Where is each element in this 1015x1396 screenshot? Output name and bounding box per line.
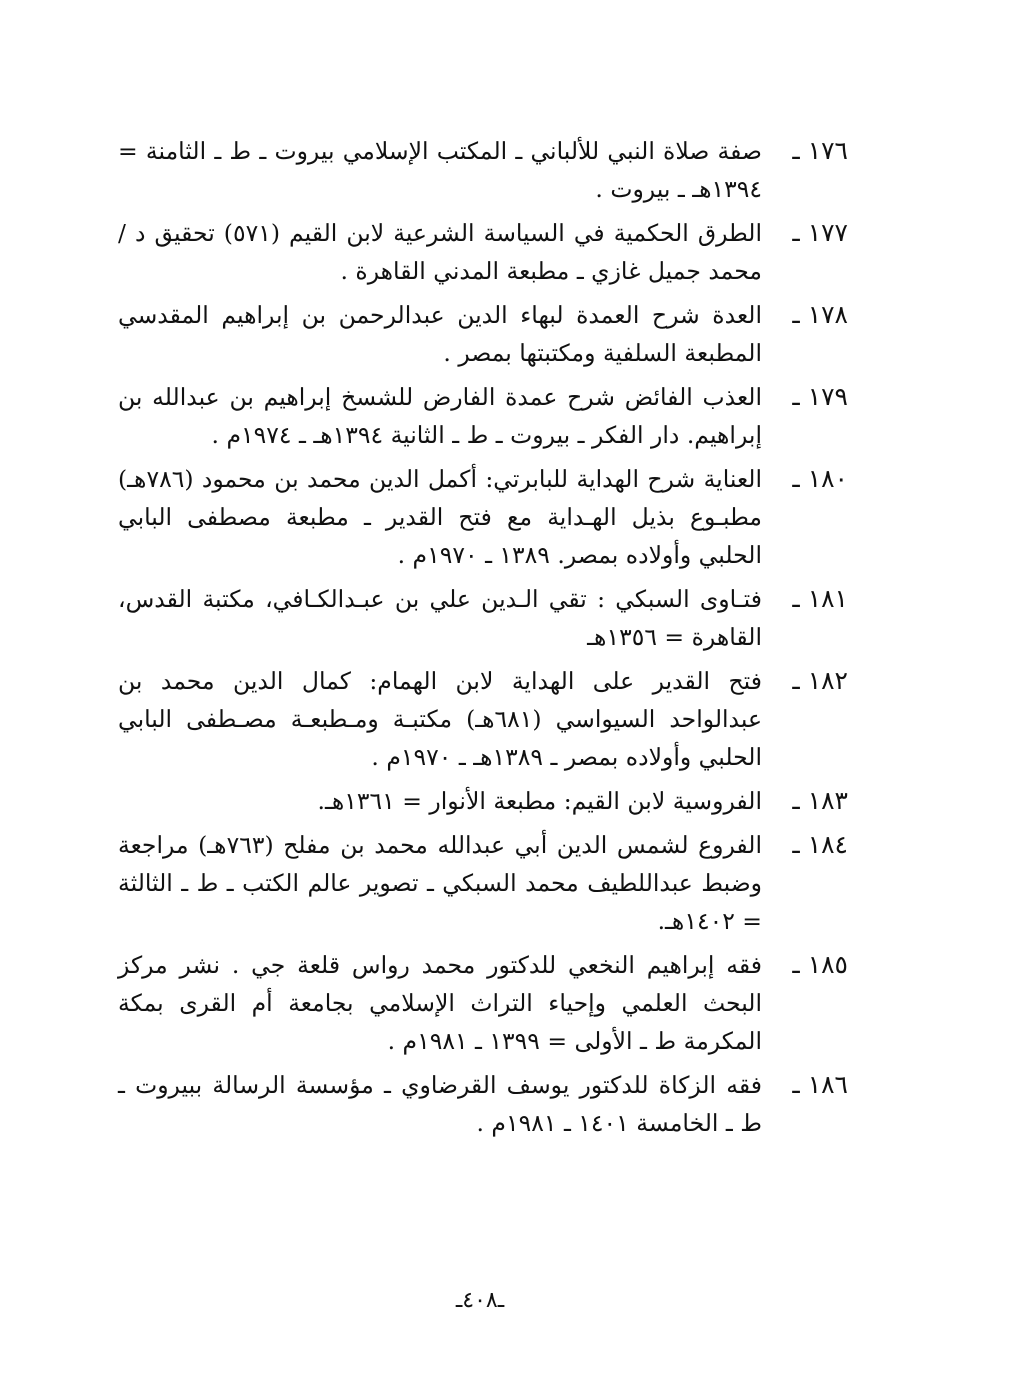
bibliography-list <box>118 132 848 1148</box>
entry-number: ١٨٢ ـ <box>792 666 848 695</box>
entry-number: ١٨٠ ـ <box>792 464 848 493</box>
entry-number: ١٨٣ ـ <box>792 786 848 815</box>
bibliography-entry-185 <box>118 946 848 1060</box>
entry-text: العدة شرح العمدة لبهاء الدين عبدالرحمن بن إبراهيم المقدسي المطبعة السلفية ومكتبتها بمصر . <box>118 301 762 367</box>
entry-number: ١٧٨ ـ <box>792 300 848 329</box>
entry-text: فتح القدير على الهداية لابن الهمام: كمال الدين محمد بن عبدالواحد السيواسي (٦٨١هـ) مكتبـة ومـطبعـة مصـطفى البابي الحلبي وأولاده بمصر ـ ١٣٨٩هـ ـ ١٩٧٠م . <box>118 667 762 771</box>
bibliography-entry-184 <box>118 826 848 940</box>
entry-text: العذب الفائض شرح عمدة الفارض للشسخ إبراهيم بن عبدالله بن إبراهيم. دار الفكر ـ بيروت ـ ط ـ الثانية ١٣٩٤هـ ـ ١٩٧٤م . <box>118 383 762 449</box>
entry-number: ١٨٦ ـ <box>792 1070 848 1099</box>
entry-number: ١٧٧ ـ <box>792 218 848 247</box>
bibliography-entry-183 <box>118 782 848 820</box>
entry-text: الفروسية لابن القيم: مطبعة الأنوار = ١٣٦١هـ. <box>317 787 762 815</box>
bibliography-entry-179 <box>118 378 848 454</box>
bibliography-entry-181 <box>118 580 848 656</box>
bibliography-entry-176 <box>118 132 848 208</box>
entry-number: ١٨١ ـ <box>792 584 848 613</box>
entry-text: صفة صلاة النبي للألباني ـ المكتب الإسلامي بيروت ـ ط ـ الثامنة = ١٣٩٤هـ ـ بيروت . <box>118 137 762 203</box>
entry-text: فقه الزكاة للدكتور يوسف القرضاوي ـ مؤسسة الرسالة ببيروت ـ ط ـ الخامسة ١٤٠١ ـ ١٩٨١م . <box>118 1071 762 1137</box>
bibliography-entry-177 <box>118 214 848 290</box>
entry-text: فتـاوى السبكي : تقي الـدين علي بن عبـدالكـافي، مكتبة القدس، القاهرة = ١٣٥٦هـ <box>118 585 762 651</box>
bibliography-entry-182 <box>118 662 848 776</box>
entry-number: ١٨٤ ـ <box>792 830 848 859</box>
entry-number: ١٧٦ ـ <box>792 136 848 165</box>
bibliography-entry-178 <box>118 296 848 372</box>
bibliography-entry-186 <box>118 1066 848 1142</box>
bibliography-entry-180 <box>118 460 848 574</box>
page-number: ـ٤٠٨ـ <box>455 1288 505 1313</box>
entry-number: ١٨٥ ـ <box>792 950 848 979</box>
entry-text: العناية شرح الهداية للبابرتي: أكمل الدين محمد بن محمود (٧٨٦هـ) مطبـوع بذيل الهـداية مع فتح القدير ـ مطبعة مصطفى البابي الحلبي وأولاده بمصر. ١٣٨٩ ـ ١٩٧٠م . <box>118 465 762 569</box>
entry-text: فقه إبراهيم النخعي للدكتور محمد رواس قلعة جي . نشر مركز البحث العلمي وإحياء التراث الإسلامي بجامعة أم القرى بمكة المكرمة ط ـ الأولى = ١٣٩٩ ـ ١٩٨١م . <box>118 951 762 1055</box>
entry-text: الفروع لشمس الدين أبي عبدالله محمد بن مفلح (٧٦٣هـ) مراجعة وضبط عبداللطيف محمد السبكي ـ تصوير عالم الكتب ـ ط ـ الثالثة = ١٤٠٢هـ. <box>118 831 762 935</box>
entry-text: الطرق الحكمية في السياسة الشرعية لابن القيم (٥٧١) تحقيق د / محمد جميل غازي ـ مطبعة المدني القاهرة . <box>118 219 763 285</box>
entry-number: ١٧٩ ـ <box>792 382 848 411</box>
